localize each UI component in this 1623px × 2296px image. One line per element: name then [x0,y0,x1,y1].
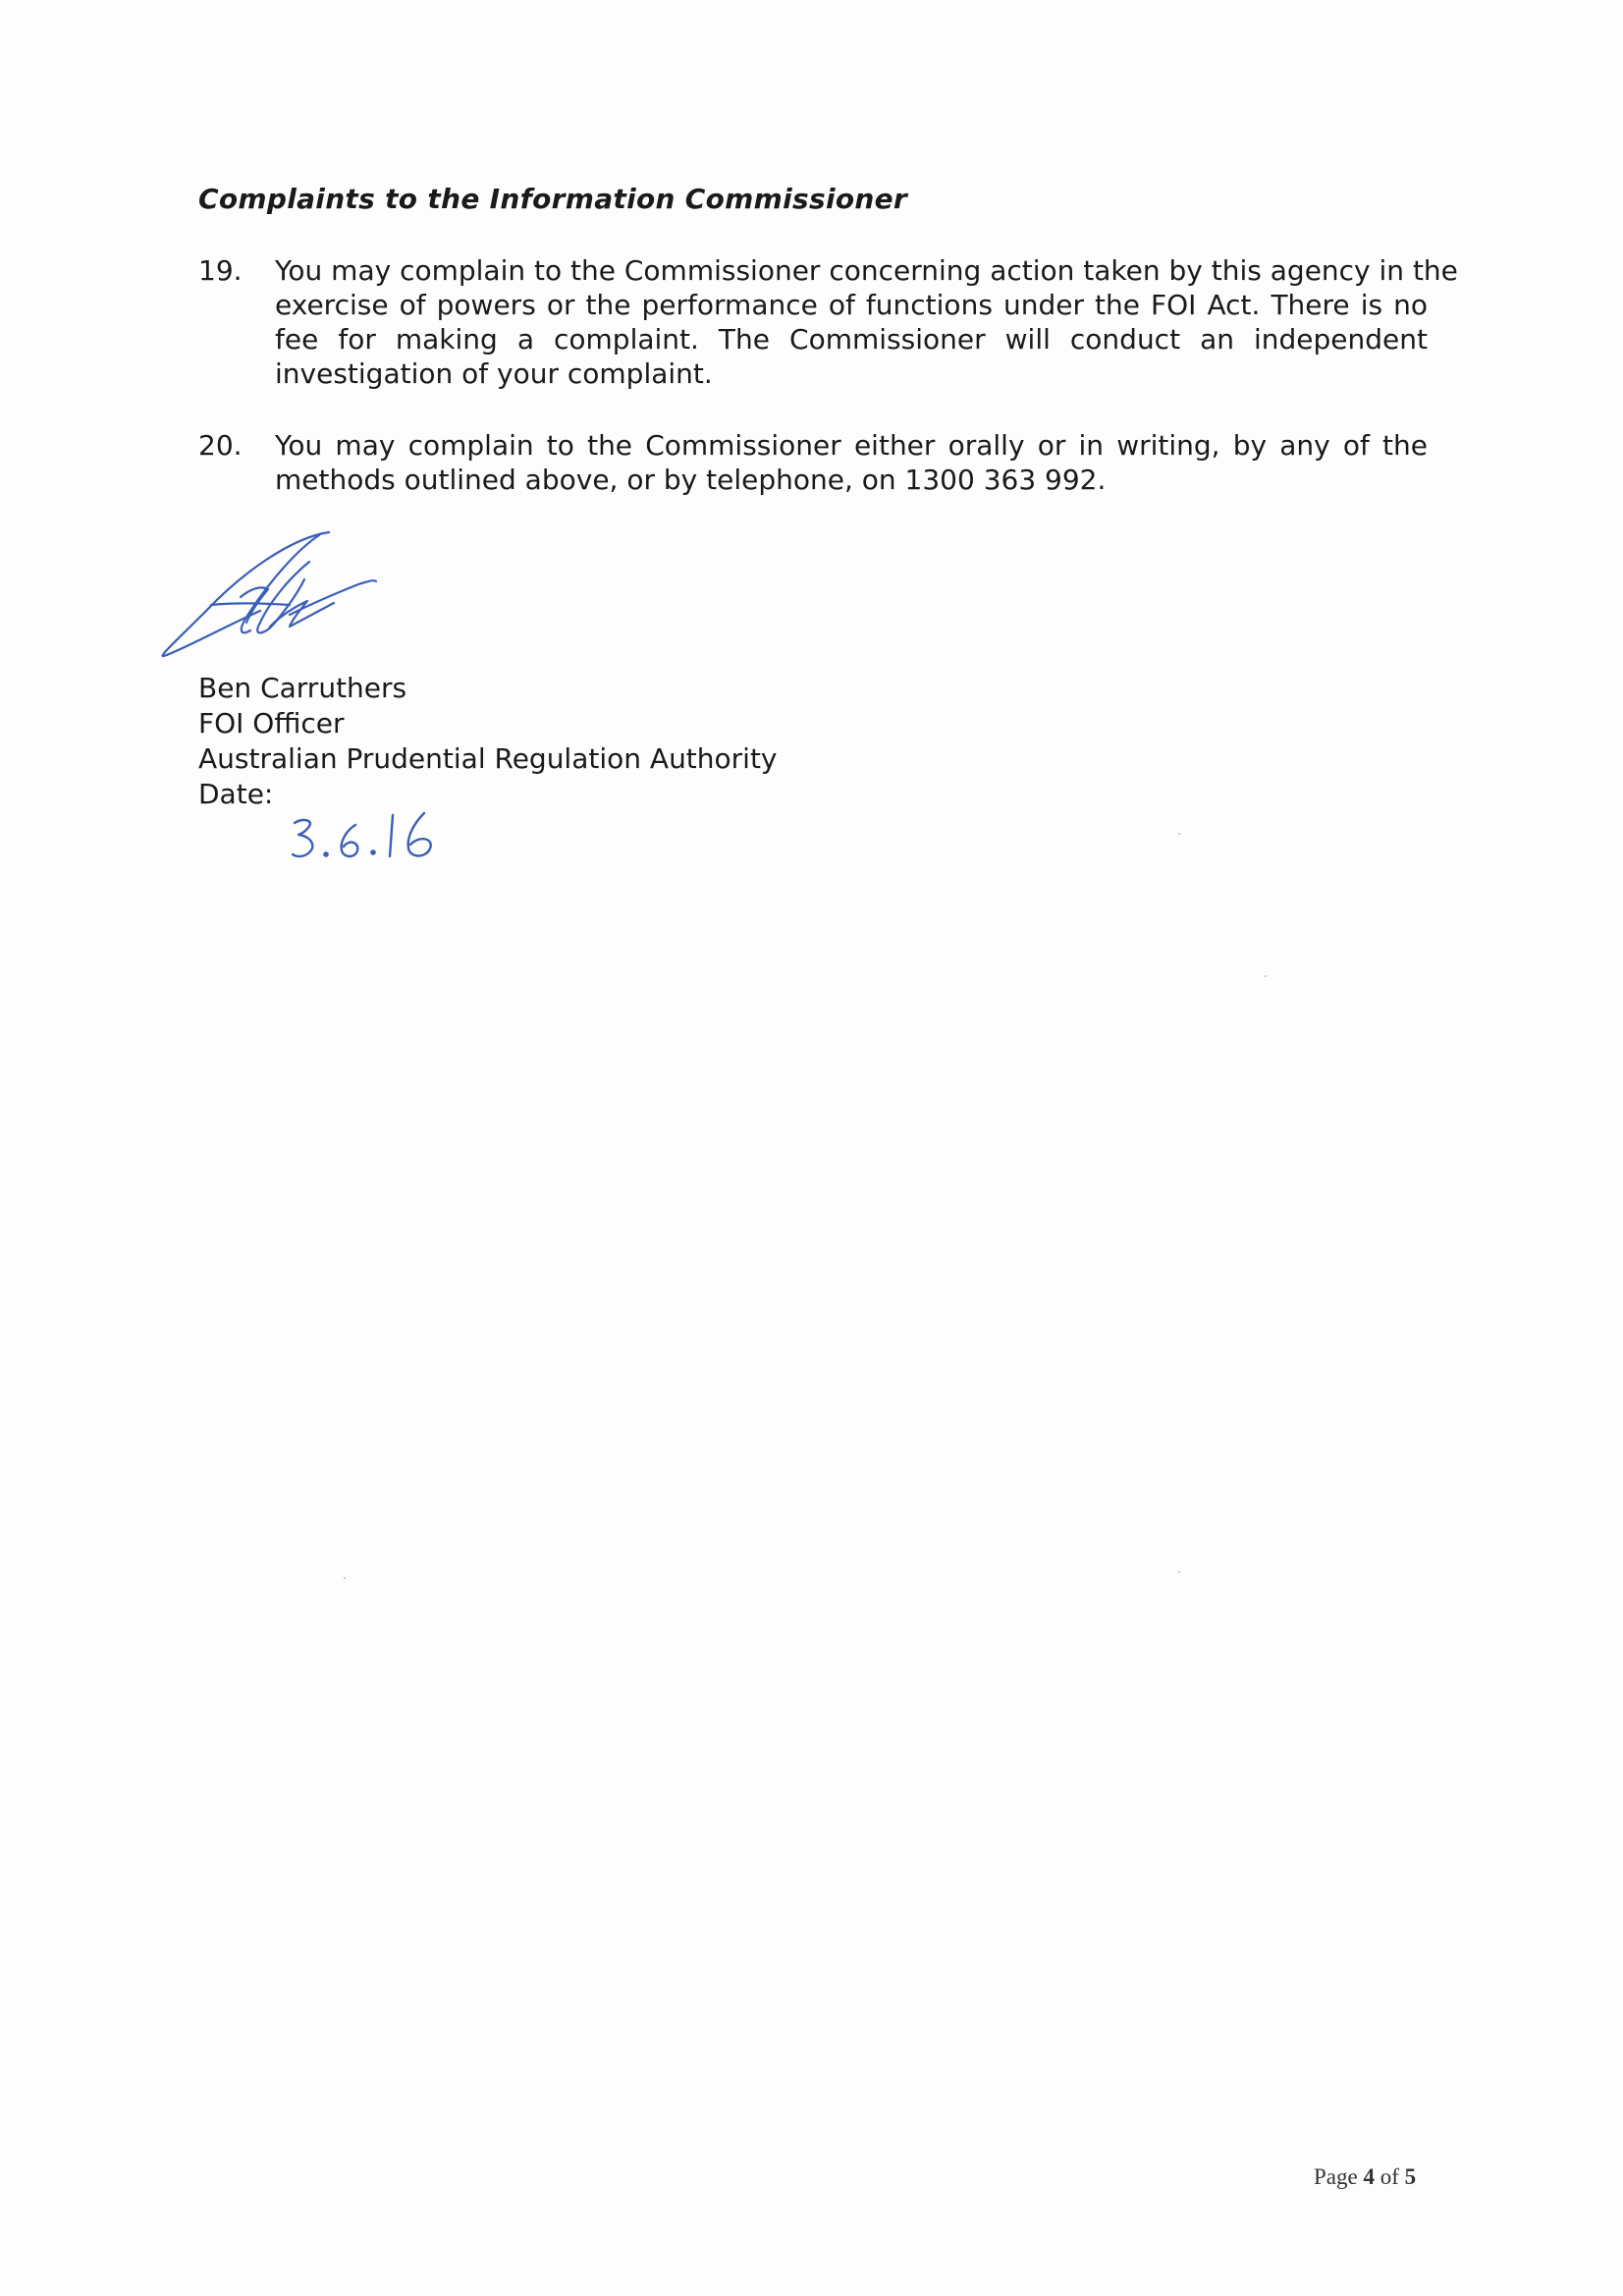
paragraph-line: methods outlined above, or by telephone, on 1300 363 992. [275,464,1107,496]
page-number-total: 5 [1404,2164,1417,2189]
paragraph-number: 20. [198,429,243,462]
date-label: Date: [198,778,274,810]
scan-speck [1178,1571,1180,1573]
signatory-title: FOI Officer [198,707,345,739]
scan-speck [1178,833,1180,835]
paragraph-text [275,428,1428,497]
handwritten-date [287,805,454,864]
signatory-organisation: Australian Prudential Regulation Authority [198,742,778,775]
paragraph-number: 19. [198,254,243,287]
signatory-name: Ben Carruthers [198,672,407,704]
paragraph-text [275,253,1458,391]
paragraph-line: You may complain to the Commissioner either orally or in writing, by any of the [275,429,1428,462]
page-number-current: 4 [1363,2164,1375,2189]
page-number-prefix: Page [1314,2164,1358,2189]
section-heading: Complaints to the Information Commissioner [198,183,908,215]
handwritten-signature [152,520,378,668]
scan-speck [344,1577,346,1579]
paragraph-line: You may complain to the Commissioner concerning action taken by this agency in the [275,254,1458,287]
page-number-separator: of [1380,2164,1399,2189]
page-number [1314,2164,1416,2190]
paragraph-line: exercise of powers or the performance of functions under the FOI Act. There is no [275,289,1428,321]
signatory-block [198,671,778,812]
paragraph-line: fee for making a complaint. The Commissioner will conduct an independent [275,323,1428,355]
scan-speck [1265,975,1267,977]
paragraph-line: investigation of your complaint. [275,357,713,390]
